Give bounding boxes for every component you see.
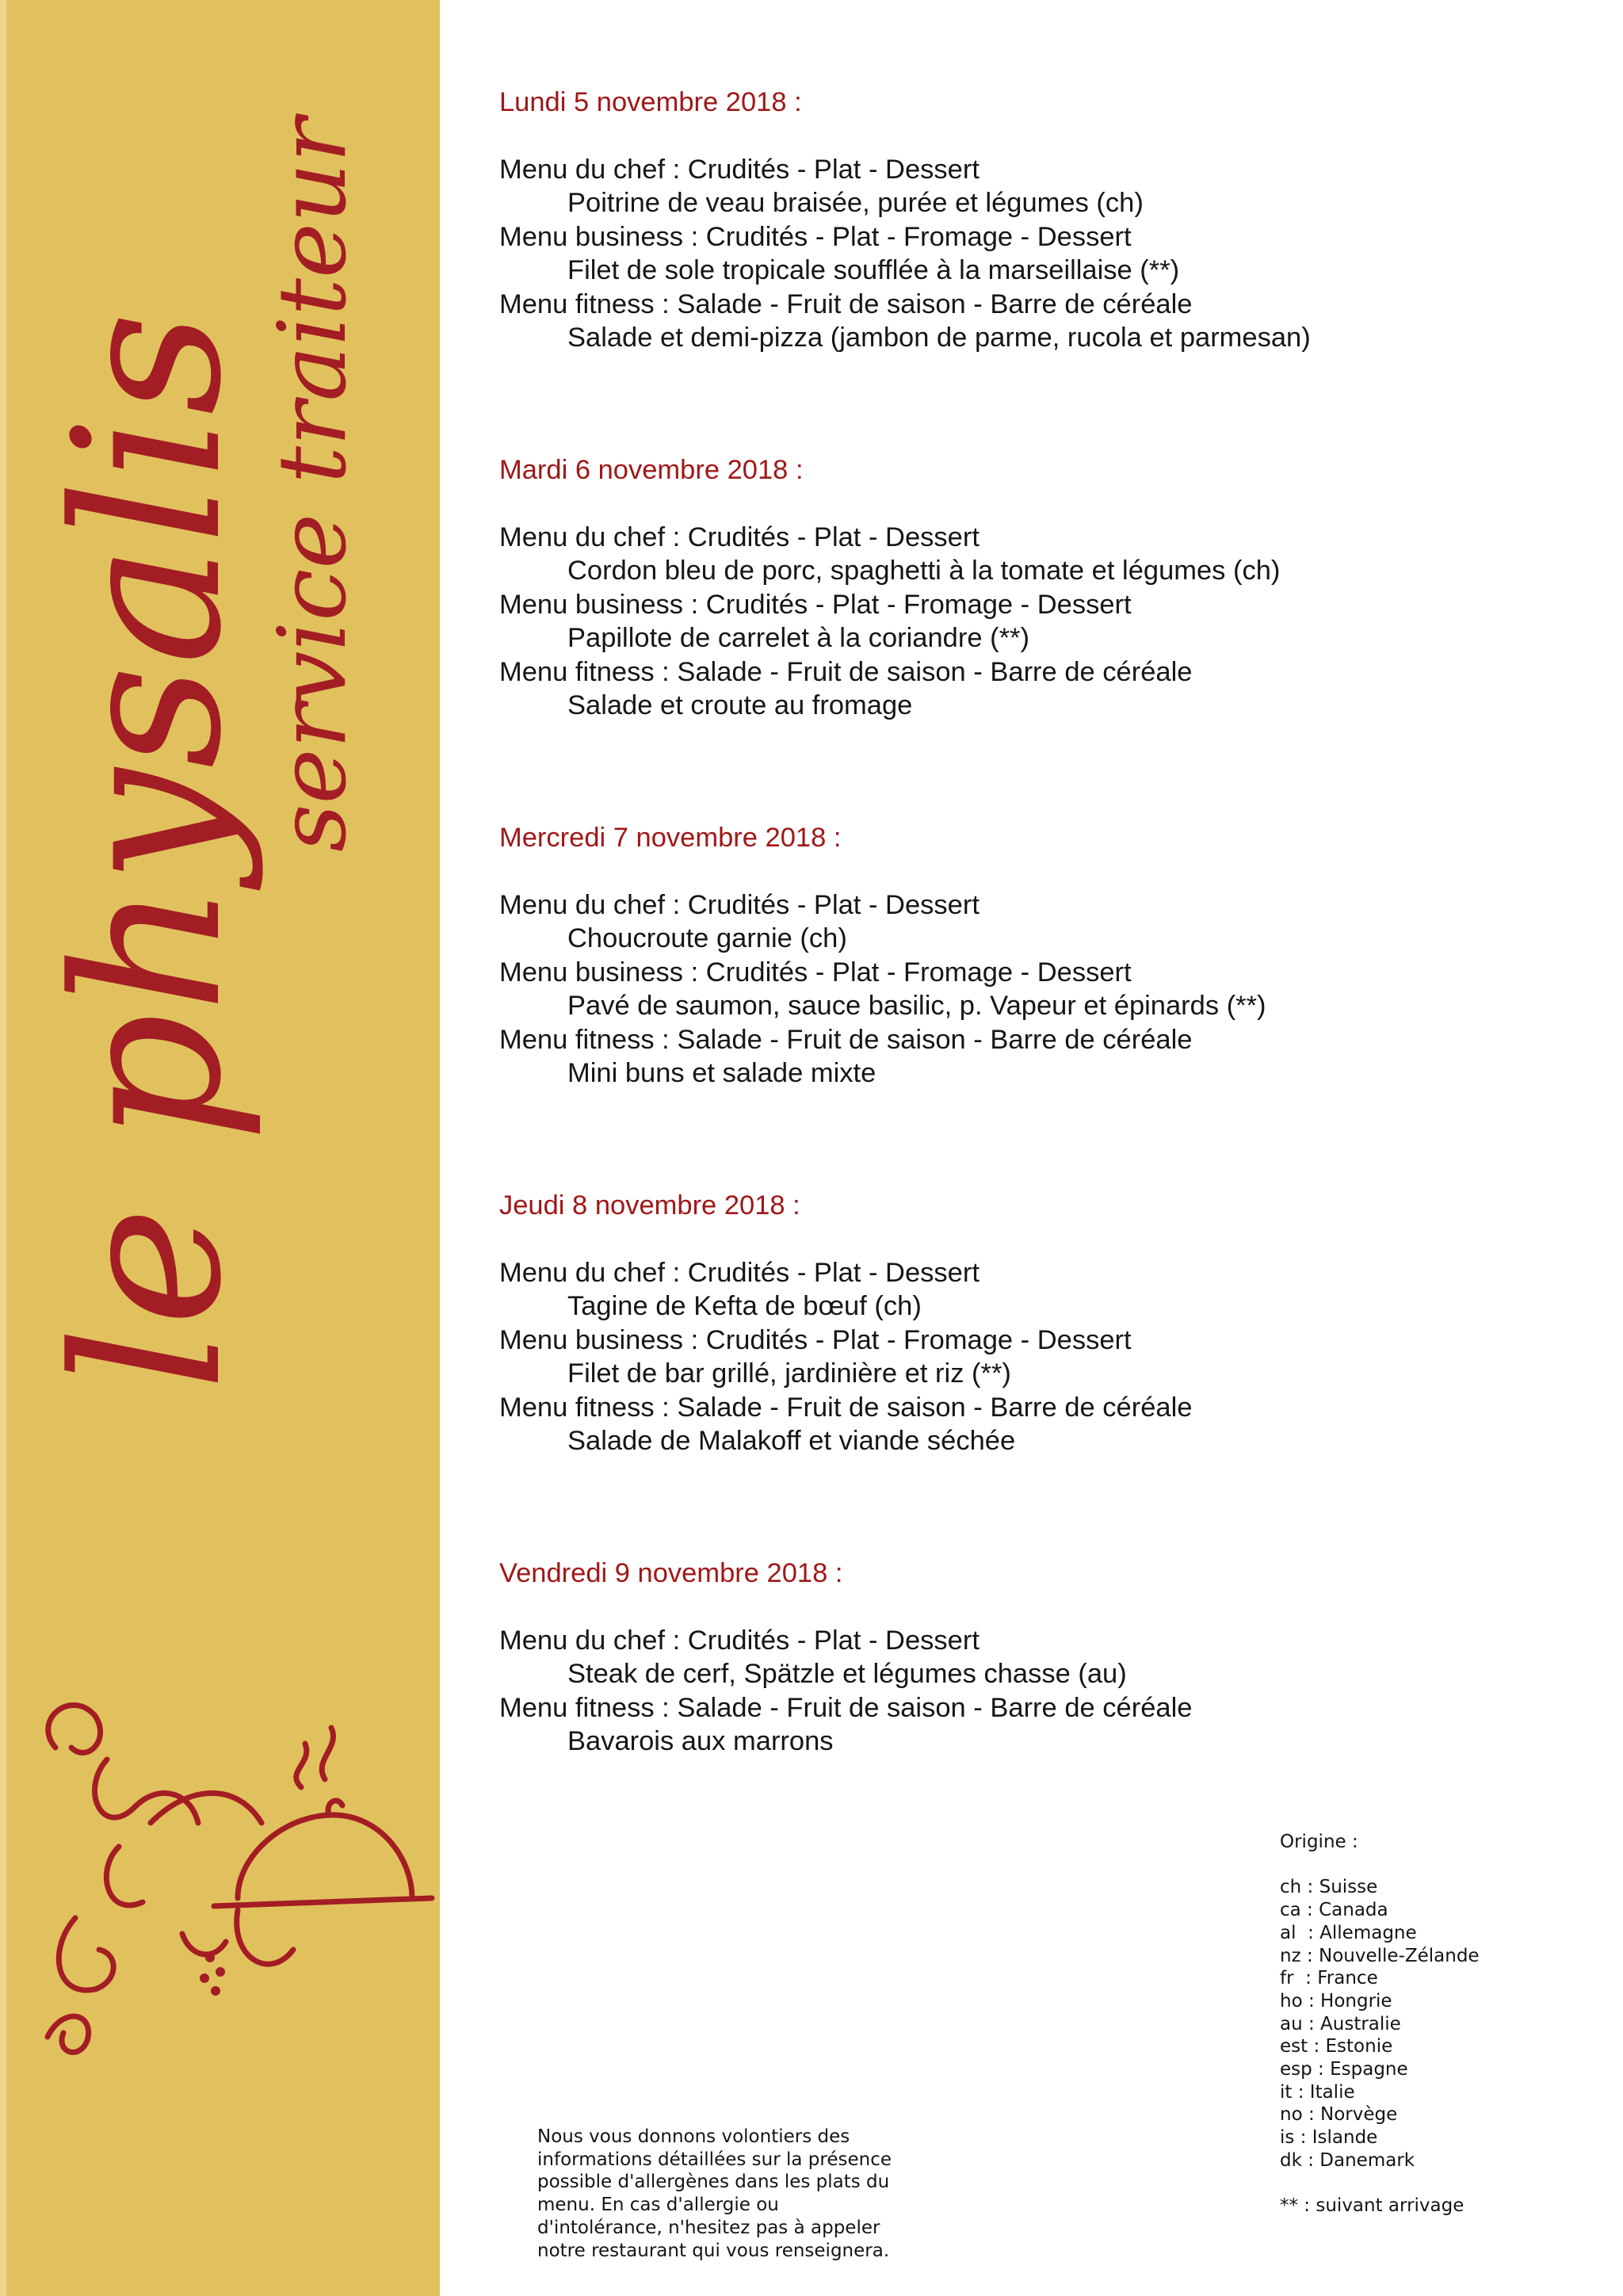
origin-item: esp : Espagne	[1280, 2059, 1408, 2080]
menu-label: Menu du chef : Crudités - Plat - Dessert	[499, 1257, 980, 1288]
menu-label: Menu fitness : Salade - Fruit de saison - Barre de céréale	[499, 1692, 1193, 1723]
allergy-line: menu. En cas d'allergie ou	[537, 2195, 779, 2216]
allergy-line: notre restaurant qui vous renseignera.	[537, 2240, 890, 2261]
origin-item: fr : France	[1280, 1968, 1378, 1989]
allergy-line: d'intolérance, n'hesitez pas à appeler	[537, 2217, 880, 2238]
day-title: Lundi 5 novembre 2018 :	[499, 87, 802, 117]
menu-dish: Salade de Malakoff et viande séchée	[567, 1426, 1016, 1456]
menu-label: Menu business : Crudités - Plat - Fromage - Dessert	[499, 957, 1132, 988]
origin-item: dk : Danemark	[1280, 2149, 1415, 2171]
origin-item: nz : Nouvelle-Zélande	[1280, 1945, 1480, 1966]
menu-label: Menu fitness : Salade - Fruit de saison - Barre de céréale	[499, 1024, 1193, 1055]
day-section	[499, 86, 1577, 453]
menu-dish: Cordon bleu de porc, spaghetti à la tomate et légumes (ch)	[567, 556, 1281, 586]
day-title: Mardi 6 novembre 2018 :	[499, 455, 804, 485]
brand-logo	[0, 0, 440, 2296]
menu-dish: Papillote de carrelet à la coriandre (**)	[567, 623, 1029, 653]
allergy-line: Nous vous donnons volontiers des	[537, 2126, 850, 2147]
menu-label: Menu du chef : Crudités - Plat - Dessert	[499, 1625, 980, 1656]
origin-item: ca : Canada	[1280, 1900, 1388, 1921]
menu-dish: Filet de bar grillé, jardinière et riz (**)	[567, 1358, 1011, 1389]
origin-item: au : Australie	[1280, 2013, 1401, 2034]
brand-tagline: service traiteur	[258, 117, 367, 852]
origin-spacer	[1280, 1854, 1581, 1877]
brand-name: le physalis	[31, 311, 266, 1391]
menu-dish: Mini buns et salade mixte	[567, 1058, 876, 1088]
day-section	[499, 453, 1577, 821]
menu-dish: Pavé de saumon, sauce basilic, p. Vapeur et épinards (**)	[567, 991, 1266, 1021]
menu-label: Menu fitness : Salade - Fruit de saison - Barre de céréale	[499, 656, 1193, 687]
origin-title: Origine :	[1280, 1832, 1358, 1852]
origin-footnote: ** : suivant arrivage	[1280, 2195, 1465, 2217]
origin-item: no : Norvège	[1280, 2104, 1398, 2126]
origin-item: ho : Hongrie	[1280, 1990, 1392, 2011]
origin-item: ch : Suisse	[1280, 1877, 1378, 1898]
day-section	[499, 1189, 1577, 1557]
menu-label: Menu business : Crudités - Plat - Fromage - Dessert	[499, 1324, 1132, 1355]
menu-dish: Steak de cerf, Spätzle et légumes chasse (au)	[567, 1659, 1127, 1689]
menu-label: Menu du chef : Crudités - Plat - Dessert	[499, 521, 980, 552]
allergy-note	[537, 2126, 981, 2262]
menu-dish: Salade et croute au fromage	[567, 690, 913, 720]
menu-label: Menu business : Crudités - Plat - Fromage - Dessert	[499, 589, 1132, 620]
day-title: Vendredi 9 novembre 2018 :	[499, 1558, 843, 1588]
menu-label: Menu du chef : Crudités - Plat - Dessert	[499, 154, 980, 185]
menu-label: Menu business : Crudités - Plat - Fromage - Dessert	[499, 221, 1132, 252]
origin-item: est : Estonie	[1280, 2036, 1393, 2057]
day-title: Mercredi 7 novembre 2018 :	[499, 823, 842, 853]
menu-label: Menu fitness : Salade - Fruit de saison - Barre de céréale	[499, 288, 1193, 319]
origin-item: al : Allemagne	[1280, 1922, 1417, 1943]
origin-item: it : Italie	[1280, 2081, 1355, 2103]
menu-dish: Bavarois aux marrons	[567, 1726, 834, 1756]
day-title: Jeudi 8 novembre 2018 :	[499, 1190, 800, 1221]
menu-dish: Salade et demi-pizza (jambon de parme, rucola et parmesan)	[567, 323, 1311, 353]
cloche-dots-icon	[200, 1953, 225, 1996]
origin-item: is : Islande	[1280, 2127, 1378, 2149]
allergy-line: informations détaillées sur la présence	[537, 2149, 892, 2170]
menu-dish: Choucroute garnie (ch)	[567, 923, 847, 953]
origin-spacer	[1280, 2172, 1581, 2195]
menu-label: Menu du chef : Crudités - Plat - Dessert	[499, 889, 980, 920]
menu-content	[499, 86, 1577, 1924]
cloche-illustration-icon	[48, 1705, 432, 2052]
allergy-line: possible d'allergènes dans les plats du	[537, 2172, 890, 2193]
menu-dish: Tagine de Kefta de bœuf (ch)	[567, 1291, 922, 1321]
day-section	[499, 821, 1577, 1189]
menu-dish: Poitrine de veau braisée, purée et légumes (ch)	[567, 188, 1144, 218]
menu-label: Menu fitness : Salade - Fruit de saison - Barre de céréale	[499, 1392, 1193, 1423]
menu-dish: Filet de sole tropicale soufflée à la marseillaise (**)	[567, 255, 1180, 285]
origin-legend	[1280, 1831, 1581, 2218]
